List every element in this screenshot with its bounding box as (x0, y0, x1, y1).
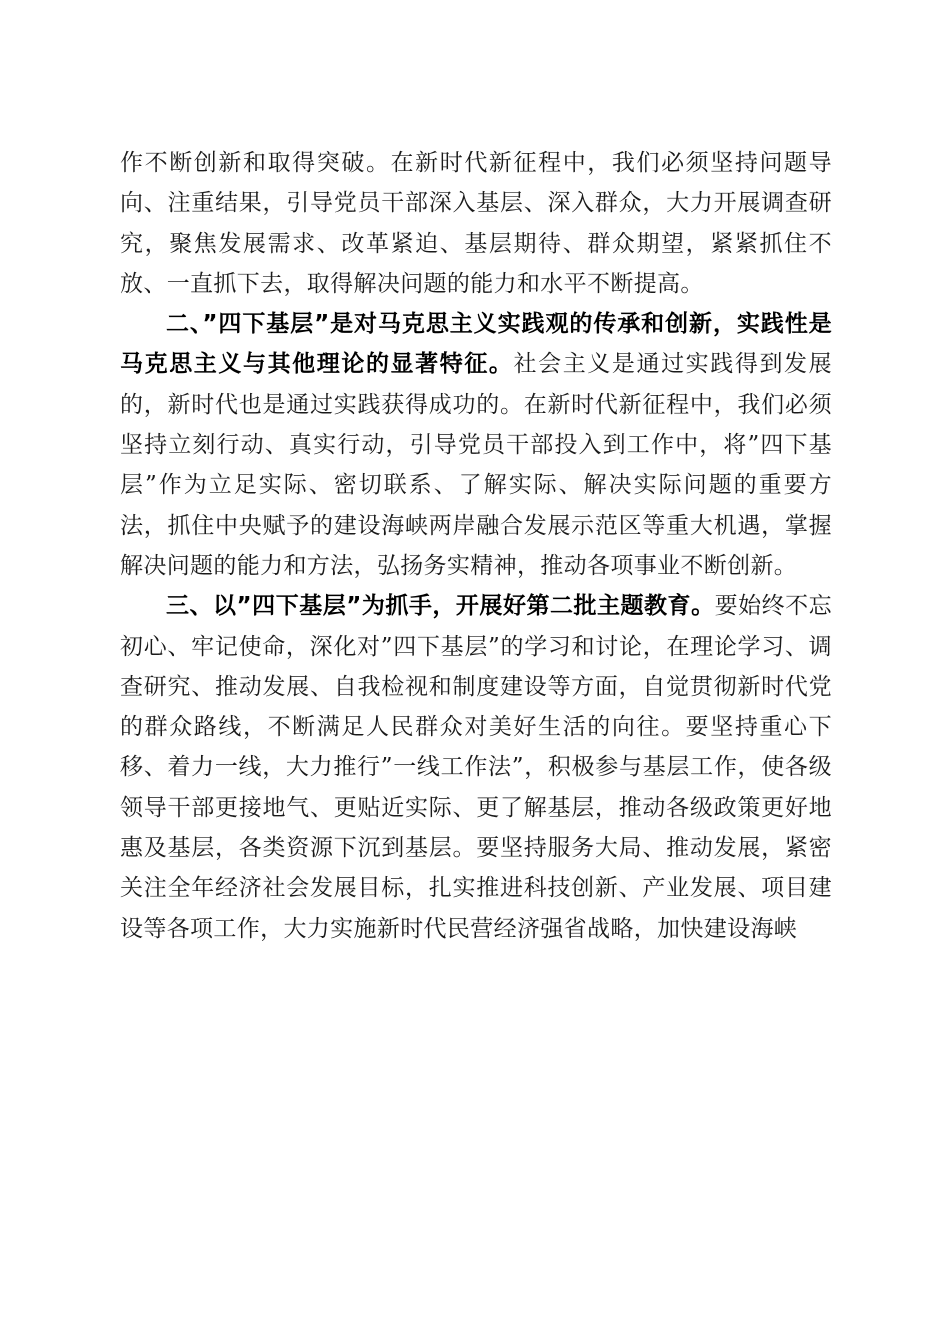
paragraph-text: 要始终不忘初心、牢记使命，深化对”四下基层”的学习和讨论，在理论学习、调查研究、推动发展、自我检视和制度建设等方面，自觉贯彻新时代党的群众路线，不断满足人民群众对美好生活的向往。要坚持重心下移、着力一线，大力推行”一线工作法”，积极参与基层工作，使各级领导干部更接地气、更贴近实际、更了解基层，推动各级政策更好地惠及基层，各类资源下沉到基层。要坚持服务大局、推动发展，紧密关注全年经济社会发展目标，扎实推进科技创新、产业发展、项目建设等各项工作，大力实施新时代民营经济强省战略，加快建设海峡 (120, 593, 833, 942)
document-body (120, 143, 832, 949)
paragraph-continuation (120, 143, 832, 304)
paragraph-section-two (120, 304, 832, 586)
section-heading: 三、以”四下基层”为抓手，开展好第二批主题教育。 (166, 593, 715, 620)
paragraph-section-three (120, 586, 832, 949)
paragraph-text: 作不断创新和取得突破。在新时代新征程中，我们必须坚持问题导向、注重结果，引导党员干部深入基层、深入群众，大力开展调查研究，聚焦发展需求、改革紧迫、基层期待、群众期望，紧紧抓住不放、一直抓下去，取得解决问题的能力和水平不断提高。 (120, 150, 832, 297)
paragraph-text: 社会主义是通过实践得到发展的，新时代也是通过实践获得成功的。在新时代新征程中，我们必须坚持立刻行动、真实行动，引导党员干部投入到工作中，将”四下基层”作为立足实际、密切联系、了解实际、解决实际问题的重要方法，抓住中央赋予的建设海峡两岸融合发展示范区等重大机遇，掌握解决问题的能力和方法，弘扬务实精神，推动各项事业不断创新。 (120, 351, 832, 579)
section-heading: 二、”四下基层”是对马克思主义实践观的传承和创新，实践性是马克思主义与其他理论的显著特征。 (120, 311, 832, 378)
